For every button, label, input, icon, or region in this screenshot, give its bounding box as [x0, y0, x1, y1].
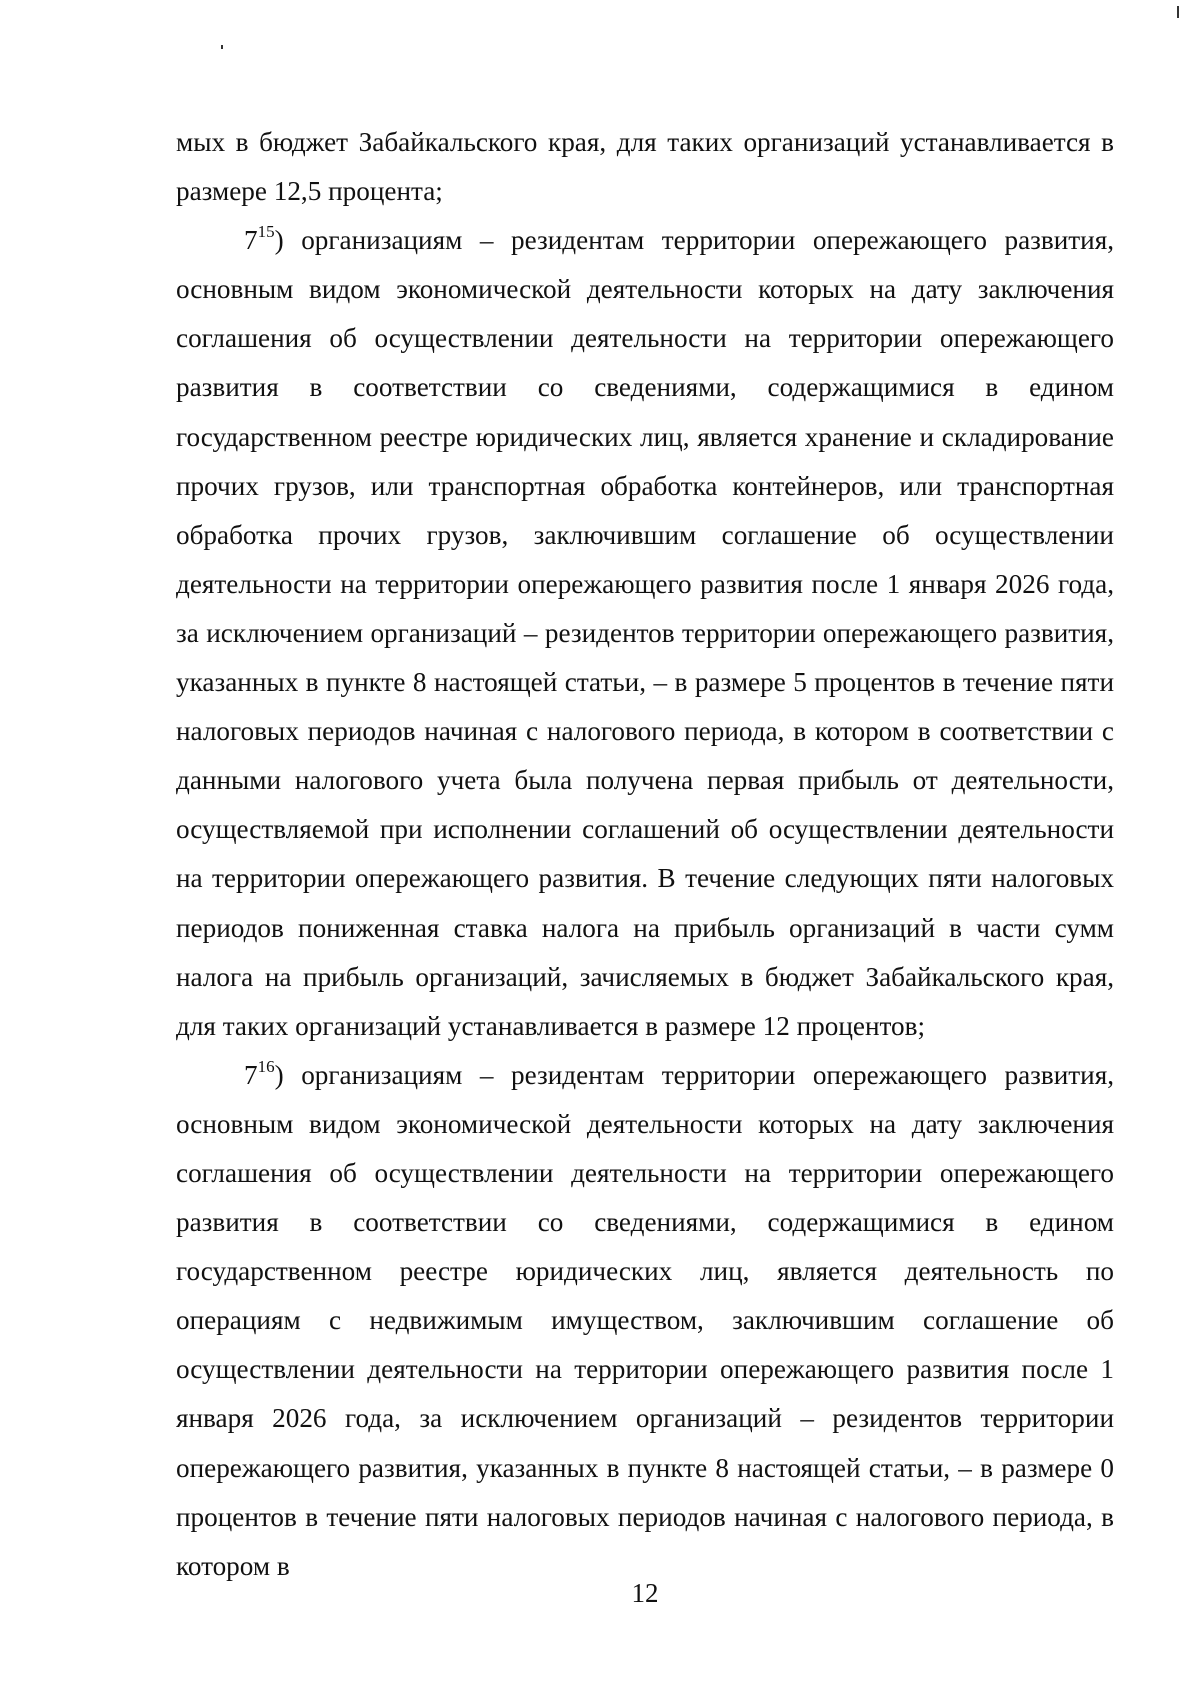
- paragraph-item-7-16: [176, 1051, 1114, 1591]
- document-body: [176, 118, 1114, 1591]
- paragraph-text: ) организациям – резидентам территории опережающего развития, основным видом экономической деятельности которых на дату заключения соглашения об осуществлении деятельности на территории опережающего развития в соответствии со сведениями, содержащимися в едином государственном реестре юридических лиц, является деятельность по операциям с недвижимым имуществом, заключившим соглашение об осуществлении деятельности на территории опережающего развития после 1 января 2026 года, за исключением организаций – резидентов территории опережающего развития, указанных в пункте 8 настоящей статьи, – в размере 0 процентов в течение пяти налоговых периодов начиная с налогового периода, в котором в: [176, 1059, 1114, 1581]
- item-superscript: 16: [257, 1056, 275, 1076]
- paragraph-item-7-15: [176, 216, 1114, 1051]
- paragraph-continuation: [176, 118, 1114, 216]
- item-number: 7: [244, 225, 258, 256]
- page-number: 12: [631, 1578, 659, 1608]
- paragraph-text: ) организациям – резидентам территории опережающего развития, основным видом экономической деятельности которых на дату заключения соглашения об осуществлении деятельности на территории опережающего развития в соответствии со сведениями, содержащимися в едином государственном реестре юридических лиц, является хранение и складирование прочих грузов, или транспортная обработка контейнеров, или транспортная обработка прочих грузов, заключившим соглашение об осуществлении деятельности на территории опережающего развития после 1 января 2026 года, за исключением организаций – резидентов территории опережающего развития, указанных в пункте 8 настоящей статьи, – в размере 5 процентов в течение пяти налоговых периодов начиная с налогового периода, в котором в соответствии с данными налогового учета была получена первая прибыль от деятельности, осуществляемой при исполнении соглашений об осуществлении деятельности на территории опережающего развития. В течение следующих пяти налоговых периодов пониженная ставка налога на прибыль организаций в части сумм налога на прибыль организаций, зачисляемых в бюджет Забайкальского края, для таких организаций устанавливается в размере 12 процентов;: [176, 225, 1114, 1041]
- scan-artifact-mark: [221, 45, 223, 49]
- paragraph-text: мых в бюджет Забайкальского края, для таких организаций устанавливается в размере 12,5 процента;: [176, 127, 1114, 207]
- item-number: 7: [244, 1059, 258, 1090]
- scan-artifact-mark: [1177, 6, 1179, 18]
- item-superscript: 15: [257, 222, 275, 242]
